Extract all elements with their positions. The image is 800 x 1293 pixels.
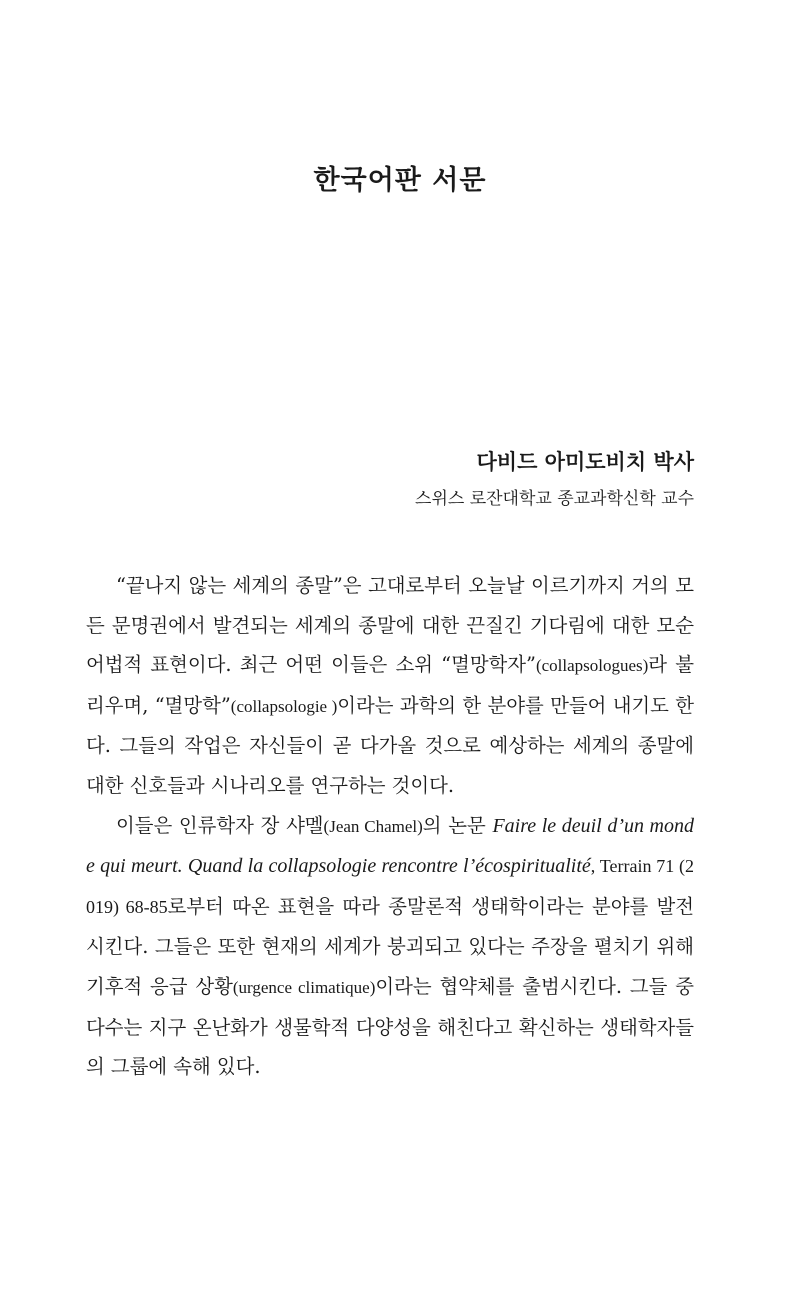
paragraph-1-text-a: “끝나지 않는 세계의 종말”은 고대로부터 오늘날 이르기까지 거의 모든 문명권에서 발견되는 세계의 종말에 대한 끈질긴 기다림에 대한 모순어법적 표현이다. 최근 어떤 이들은 소위 “멸망학자” [86, 574, 694, 677]
author-name: 다비드 아미도비치 박사 [476, 450, 694, 474]
paragraph-2 [86, 806, 694, 1087]
paragraph-1-text-c: 이라는 과학의 한 분야를 만들어 내기도 한다. 그들의 작업은 자신들이 곧 다가올 것으로 예상하는 세계의 종말에 대한 신호들과 시나리오를 연구하는 것이다. [86, 693, 695, 797]
page-title: 한국어판 서문 [313, 165, 487, 196]
paragraph-2-citation: , Terrain 71 (2019) 68-85 [86, 856, 694, 917]
paragraph-2-text-a: 이들은 인류학자 장 샤멜 [116, 813, 324, 837]
paragraph-2-name-jean-chamel: (Jean Chamel) [323, 816, 423, 836]
author-affiliation: 스위스 로잔대학교 종교과학신학 교수 [415, 489, 694, 509]
paragraph-1 [86, 566, 694, 806]
paragraph-1-term-collapsologie: (collapsologie ) [230, 696, 338, 716]
paragraph-2-text-c: 로부터 따온 표현을 따라 종말론적 생태학이라는 분야를 발전시킨다. 그들은 또한 현재의 세계가 붕괴되고 있다는 주장을 펼치기 위해 기후적 응급 상황 [86, 894, 694, 998]
paragraph-1-text-b: 라 불리우며, “멸망학” [86, 653, 694, 717]
author-block [415, 442, 694, 516]
preface-body [86, 566, 694, 1087]
paragraph-2-term-urgence: (urgence climatique) [232, 977, 376, 997]
paragraph-2-text-b: 의 논문 [422, 813, 493, 837]
paragraph-2-article-title: Faire le deuil d’un monde qui meurt. Quand la collapsologie rencontre l’écospiritualité [86, 814, 694, 878]
paragraph-2-text-d: 이라는 협약체를 출범시킨다. 그들 중 다수는 지구 온난화가 생물학적 다양성을 해친다고 확신하는 생태학자들의 그룹에 속해 있다. [86, 974, 694, 1079]
paragraph-1-term-collapsologues: (collapsologues) [535, 656, 649, 676]
